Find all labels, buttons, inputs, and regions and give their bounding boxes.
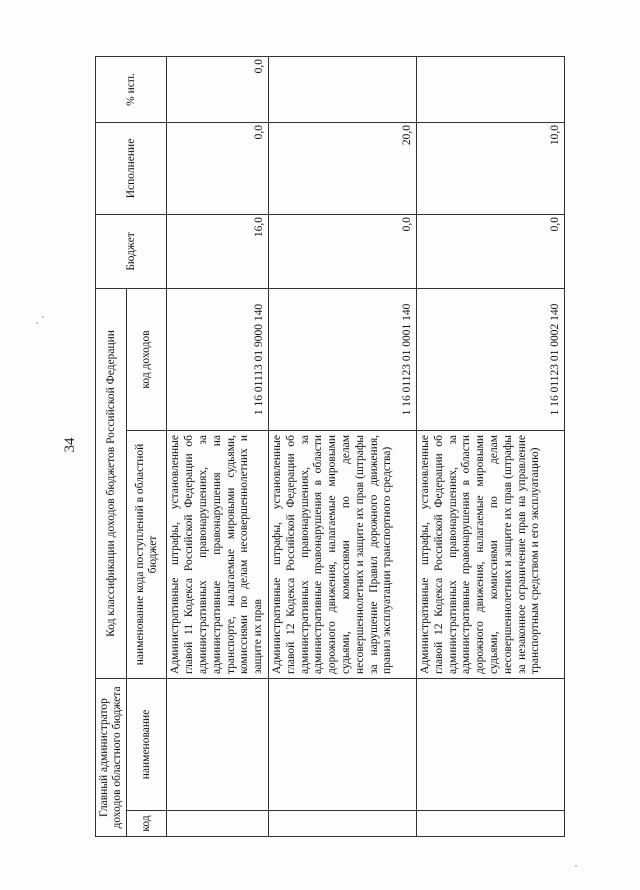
revenue-table-region	[95, 57, 562, 837]
percent-cell	[269, 56, 417, 122]
admin-name-cell	[269, 678, 417, 810]
budget-cell: 0,0	[417, 214, 565, 288]
classification-group-header: Код классификации доходов бюджетов Российской Федерации	[96, 288, 127, 678]
income-name-cell: Административные штрафы, установленные главой 12 Кодекса Российской Федерации об административных правонарушениях, за административные правонарушения в области дорожного движения, налагаемые мировыми судьями, комиссиями по делам несовершеннолетних и защите их прав (штрафы за нарушение Правил дорожного движения, правил эксплуатации транспортного средства)	[269, 430, 417, 678]
income-code-cell: 1 16 01123 01 0001 140	[269, 288, 417, 430]
income-code-header: код доходов	[127, 288, 167, 430]
income-code-cell: 1 16 01123 01 0002 140	[417, 288, 565, 430]
admin-code-cell	[167, 811, 269, 837]
page-number: 34	[61, 437, 78, 453]
income-name-cell: Административные штрафы, установленные главой 12 Кодекса Российской Федерации об административных правонарушениях, за административные правонарушения в области дорожного движения, налагаемые мировыми судьями, комиссиями по делам несовершеннолетних и защите их прав (штрафы за незаконное ограничение прав на управление транспортным средством и его эксплуатацию)	[417, 430, 565, 678]
percent-cell	[417, 56, 565, 122]
admin-name-header: наименование	[127, 678, 167, 810]
table-header-row	[96, 56, 127, 836]
income-name-cell: Административные штрафы, установленные главой 11 Кодекса Российской Федерации об административных правонарушениях, за административные правонарушения на транспорте, налагаемые мировыми судьями, комиссиями по делам несовершеннолетних и защите их прав	[167, 430, 269, 678]
income-code-cell: 1 16 01113 01 9000 140	[167, 288, 269, 430]
percent-cell: 0,0	[167, 56, 269, 122]
income-name-header: наименование кода поступлений в областной бюджет	[127, 430, 167, 678]
scan-speck	[575, 865, 577, 867]
budget-header: Бюджет	[96, 214, 167, 288]
scan-speck	[42, 316, 44, 318]
percent-header: % исп.	[96, 56, 167, 122]
table-row	[269, 56, 417, 836]
budget-cell: 0,0	[269, 214, 417, 288]
scan-speck	[36, 322, 38, 324]
budget-cell: 16,0	[167, 214, 269, 288]
admin-code-cell	[417, 811, 565, 837]
revenue-classification-table	[95, 56, 565, 837]
execution-cell: 20,0	[269, 122, 417, 214]
admin-name-cell	[167, 678, 269, 810]
admin-code-cell	[269, 811, 417, 837]
execution-cell: 0,0	[167, 122, 269, 214]
execution-cell: 10,0	[417, 122, 565, 214]
execution-header: Исполнение	[96, 122, 167, 214]
admin-code-header: код	[127, 811, 167, 837]
admin-group-header: Главный администратор доходов областного бюджета	[96, 678, 127, 836]
admin-name-cell	[417, 678, 565, 810]
table-row	[167, 56, 269, 836]
table-row	[417, 56, 565, 836]
